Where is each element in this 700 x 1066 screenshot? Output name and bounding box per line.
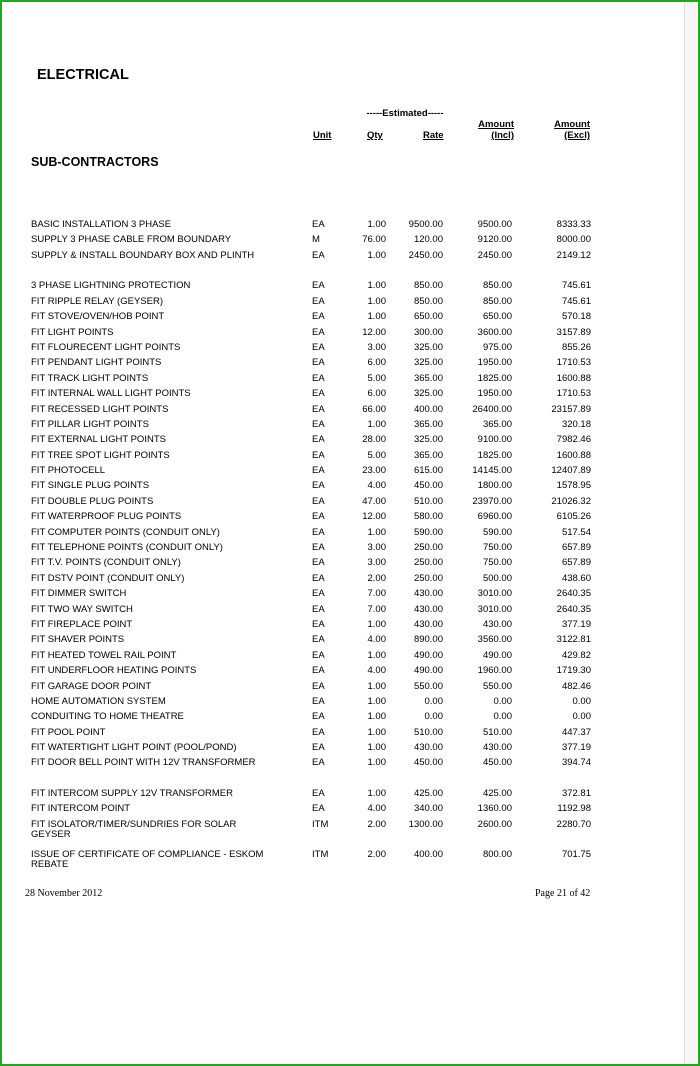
item-amount-incl: 26400.00 <box>472 403 512 415</box>
item-unit: EA <box>312 357 325 369</box>
table-row <box>0 510 700 525</box>
item-amount-incl: 1950.00 <box>477 388 512 400</box>
item-description: ISSUE OF CERTIFICATE OF COMPLIANCE - ESKOM REBATE <box>31 849 264 871</box>
item-rate: 250.00 <box>413 557 443 569</box>
item-unit: EA <box>312 372 325 384</box>
item-rate: 300.00 <box>413 326 443 338</box>
item-amount-excl: 657.89 <box>561 557 591 569</box>
item-amount-excl: 745.61 <box>561 295 591 307</box>
item-amount-incl: 850.00 <box>482 280 512 292</box>
item-amount-excl: 12407.89 <box>551 465 591 477</box>
item-rate: 590.00 <box>413 526 443 538</box>
item-amount-incl: 3560.00 <box>477 634 512 646</box>
item-unit: EA <box>312 449 325 461</box>
item-unit: EA <box>312 249 325 261</box>
item-qty: 1.00 <box>367 649 386 661</box>
item-unit: EA <box>312 341 325 353</box>
item-unit: EA <box>312 388 325 400</box>
item-rate: 400.00 <box>413 849 443 861</box>
item-description: SUPPLY & INSTALL BOUNDARY BOX AND PLINTH <box>31 249 255 261</box>
item-amount-incl: 430.00 <box>482 742 512 754</box>
item-rate: 890.00 <box>413 634 443 646</box>
item-amount-excl: 701.75 <box>561 849 591 861</box>
item-unit: EA <box>312 634 325 646</box>
item-amount-incl: 510.00 <box>482 726 512 738</box>
item-amount-excl: 372.81 <box>561 788 591 800</box>
item-unit: EA <box>312 495 325 507</box>
item-amount-excl: 394.74 <box>561 757 591 769</box>
item-description: FIT PILLAR LIGHT POINTS <box>31 418 149 430</box>
item-amount-excl: 2280.70 <box>556 818 591 830</box>
item-amount-incl: 1825.00 <box>477 449 512 461</box>
item-amount-excl: 3122.81 <box>556 634 591 646</box>
item-description: FIT POOL POINT <box>31 726 106 738</box>
table-row <box>0 664 700 679</box>
item-rate: 120.00 <box>413 234 443 246</box>
item-amount-excl: 1578.95 <box>556 480 591 492</box>
item-qty: 1.00 <box>367 311 386 323</box>
item-description: FIT GARAGE DOOR POINT <box>31 680 152 692</box>
item-unit: EA <box>312 618 325 630</box>
item-unit: EA <box>312 711 325 723</box>
page-title: ELECTRICAL <box>37 67 129 83</box>
item-qty: 5.00 <box>367 372 386 384</box>
item-unit: EA <box>312 665 325 677</box>
table-row <box>0 310 700 325</box>
item-amount-excl: 1192.98 <box>557 803 591 815</box>
item-rate: 340.00 <box>413 803 443 815</box>
item-unit: EA <box>312 526 325 538</box>
item-amount-incl: 650.00 <box>482 311 512 323</box>
item-unit: EA <box>312 726 325 738</box>
item-amount-incl: 800.00 <box>482 849 512 861</box>
item-amount-excl: 23157.89 <box>551 403 591 415</box>
item-amount-excl: 2640.35 <box>556 603 591 615</box>
item-amount-excl: 320.18 <box>561 418 591 430</box>
item-description: HOME AUTOMATION SYSTEM <box>31 695 166 707</box>
table-row <box>0 756 700 787</box>
item-qty: 1.00 <box>367 757 386 769</box>
item-unit: EA <box>312 326 325 338</box>
item-description: 3 PHASE LIGHTNING PROTECTION <box>31 280 191 292</box>
item-amount-incl: 23970.00 <box>472 495 512 507</box>
item-description: FIT SINGLE PLUG POINTS <box>31 480 150 492</box>
item-qty: 2.00 <box>367 849 386 861</box>
item-qty: 4.00 <box>367 665 386 677</box>
table-row <box>0 433 700 448</box>
item-qty: 3.00 <box>367 557 386 569</box>
item-description: FIT PENDANT LIGHT POINTS <box>31 357 162 369</box>
item-amount-incl: 0.00 <box>493 711 512 723</box>
item-amount-excl: 657.89 <box>561 542 591 554</box>
item-rate: 510.00 <box>413 726 443 738</box>
item-qty: 23.00 <box>362 465 386 477</box>
item-description: FIT DOOR BELL POINT WITH 12V TRANSFORMER <box>31 757 256 769</box>
item-amount-incl: 6960.00 <box>477 511 512 523</box>
item-rate: 0.00 <box>424 711 443 723</box>
item-qty: 7.00 <box>367 603 386 615</box>
item-rate: 550.00 <box>413 680 443 692</box>
item-description: FIT UNDERFLOOR HEATING POINTS <box>31 665 197 677</box>
item-description: FIT DOUBLE PLUG POINTS <box>31 495 154 507</box>
item-qty: 7.00 <box>367 588 386 600</box>
item-description: FIT INTERCOM SUPPLY 12V TRANSFORMER <box>31 788 234 800</box>
item-amount-incl: 3010.00 <box>477 588 512 600</box>
table-row <box>0 741 700 756</box>
item-rate: 615.00 <box>413 465 443 477</box>
item-description: FIT INTERCOM POINT <box>31 803 131 815</box>
table-row <box>0 680 700 695</box>
item-rate: 425.00 <box>413 788 443 800</box>
item-rate: 450.00 <box>413 757 443 769</box>
item-amount-excl: 377.19 <box>561 742 591 754</box>
item-rate: 450.00 <box>413 480 443 492</box>
item-description: FIT WATERPROOF PLUG POINTS <box>31 511 182 523</box>
item-amount-excl: 8333.33 <box>556 219 591 230</box>
item-qty: 4.00 <box>367 480 386 492</box>
item-unit: EA <box>312 557 325 569</box>
item-rate: 325.00 <box>413 388 443 400</box>
item-qty: 47.00 <box>362 495 386 507</box>
item-qty: 2.00 <box>367 572 386 584</box>
item-unit: EA <box>312 465 325 477</box>
item-description: FIT RECESSED LIGHT POINTS <box>31 403 169 415</box>
item-rate: 850.00 <box>413 280 443 292</box>
footer-page-number: Page 21 of 42 <box>535 888 591 899</box>
rate-header: Rate <box>423 130 444 141</box>
footer-date: 28 November 2012 <box>25 888 103 899</box>
table-row <box>0 341 700 356</box>
item-description: FIT LIGHT POINTS <box>31 326 114 338</box>
item-unit: EA <box>312 757 325 769</box>
item-description: SUPPLY 3 PHASE CABLE FROM BOUNDARY <box>31 234 232 246</box>
item-rate: 9500.00 <box>408 219 443 230</box>
item-amount-excl: 745.61 <box>561 280 591 292</box>
item-amount-excl: 1710.53 <box>556 357 591 369</box>
amount-excl-header-line1: Amount <box>554 119 590 130</box>
item-description: FIT TELEPHONE POINTS (CONDUIT ONLY) <box>31 542 223 554</box>
item-amount-excl: 1600.88 <box>556 372 591 384</box>
item-unit: EA <box>312 511 325 523</box>
item-qty: 1.00 <box>367 418 386 430</box>
item-amount-incl: 490.00 <box>482 649 512 661</box>
item-description: FIT ISOLATOR/TIMER/SUNDRIES FOR SOLAR GEYSER <box>31 818 237 840</box>
amount-incl-header-line2: (Incl) <box>491 130 514 141</box>
item-qty: 1.00 <box>367 711 386 723</box>
item-amount-incl: 850.00 <box>482 295 512 307</box>
item-qty: 4.00 <box>367 634 386 646</box>
item-rate: 1300.00 <box>408 818 443 830</box>
item-unit: EA <box>312 295 325 307</box>
item-qty: 1.00 <box>367 219 386 230</box>
table-row <box>0 326 700 341</box>
table-row <box>0 495 700 510</box>
item-amount-incl: 425.00 <box>482 788 512 800</box>
item-unit: EA <box>312 803 325 815</box>
item-qty: 1.00 <box>367 680 386 692</box>
item-description: FIT EXTERNAL LIGHT POINTS <box>31 434 166 446</box>
table-row <box>0 802 700 817</box>
item-rate: 250.00 <box>413 542 443 554</box>
item-amount-incl: 9100.00 <box>477 434 512 446</box>
item-amount-excl: 6105.26 <box>556 511 591 523</box>
item-rate: 2450.00 <box>408 249 443 261</box>
table-row <box>0 356 700 371</box>
unit-header: Unit <box>313 130 332 141</box>
item-amount-excl: 855.26 <box>561 341 591 353</box>
item-amount-incl: 430.00 <box>482 618 512 630</box>
item-qty: 1.00 <box>367 742 386 754</box>
item-amount-incl: 1800.00 <box>477 480 512 492</box>
section-title: SUB-CONTRACTORS <box>31 155 159 169</box>
item-unit: EA <box>312 680 325 692</box>
item-description: FIT TREE SPOT LIGHT POINTS <box>31 449 170 461</box>
item-amount-incl: 750.00 <box>482 557 512 569</box>
table-row <box>0 295 700 310</box>
item-rate: 400.00 <box>413 403 443 415</box>
table-row <box>0 787 700 802</box>
table-row <box>0 710 700 725</box>
item-amount-excl: 21026.32 <box>551 495 591 507</box>
item-qty: 5.00 <box>367 449 386 461</box>
item-unit: EA <box>312 742 325 754</box>
table-row <box>0 372 700 387</box>
item-description: BASIC INSTALLATION 3 PHASE <box>31 219 172 230</box>
item-amount-incl: 500.00 <box>482 572 512 584</box>
item-qty: 12.00 <box>362 326 386 338</box>
item-unit: EA <box>312 788 325 800</box>
line-items-table <box>0 218 700 879</box>
item-description: CONDUITING TO HOME THEATRE <box>31 711 184 723</box>
item-amount-incl: 2450.00 <box>477 249 512 261</box>
table-row <box>0 556 700 571</box>
item-amount-incl: 750.00 <box>482 542 512 554</box>
item-rate: 490.00 <box>413 665 443 677</box>
item-qty: 1.00 <box>367 726 386 738</box>
amount-excl-header-line2: (Excl) <box>564 130 590 141</box>
item-qty: 66.00 <box>362 403 386 415</box>
table-row <box>0 848 700 879</box>
item-amount-incl: 365.00 <box>482 418 512 430</box>
item-rate: 510.00 <box>413 495 443 507</box>
item-amount-excl: 1600.88 <box>556 449 591 461</box>
table-row <box>0 618 700 633</box>
item-amount-incl: 1360.00 <box>477 803 512 815</box>
item-rate: 365.00 <box>413 372 443 384</box>
table-row <box>0 249 700 280</box>
item-description: FIT DSTV POINT (CONDUIT ONLY) <box>31 572 185 584</box>
table-row <box>0 603 700 618</box>
amount-excl-header <box>550 119 590 141</box>
item-rate: 365.00 <box>413 449 443 461</box>
item-qty: 1.00 <box>367 295 386 307</box>
table-row <box>0 218 700 233</box>
item-description: FIT INTERNAL WALL LIGHT POINTS <box>31 388 191 400</box>
item-qty: 1.00 <box>367 280 386 292</box>
item-rate: 850.00 <box>413 295 443 307</box>
item-amount-incl: 9500.00 <box>477 219 512 230</box>
item-description: FIT FLOURECENT LIGHT POINTS <box>31 341 181 353</box>
item-unit: EA <box>312 603 325 615</box>
item-qty: 3.00 <box>367 542 386 554</box>
item-amount-incl: 2600.00 <box>477 818 512 830</box>
table-row <box>0 418 700 433</box>
table-row <box>0 695 700 710</box>
table-row <box>0 633 700 648</box>
table-row <box>0 279 700 294</box>
item-qty: 2.00 <box>367 818 386 830</box>
qty-header: Qty <box>367 130 383 141</box>
item-amount-excl: 377.19 <box>561 618 591 630</box>
item-amount-incl: 0.00 <box>493 695 512 707</box>
item-amount-incl: 9120.00 <box>477 234 512 246</box>
estimated-header: -----Estimated----- <box>366 108 444 119</box>
item-unit: ITM <box>312 849 329 861</box>
table-row <box>0 726 700 741</box>
item-qty: 6.00 <box>367 357 386 369</box>
item-qty: 28.00 <box>362 434 386 446</box>
item-rate: 325.00 <box>413 434 443 446</box>
item-qty: 12.00 <box>362 511 386 523</box>
item-qty: 1.00 <box>367 788 386 800</box>
table-row <box>0 587 700 602</box>
item-amount-excl: 3157.89 <box>556 326 591 338</box>
item-description: FIT STOVE/OVEN/HOB POINT <box>31 311 165 323</box>
amount-incl-header-line1: Amount <box>478 119 514 130</box>
item-qty: 3.00 <box>367 341 386 353</box>
item-unit: ITM <box>312 818 329 830</box>
item-rate: 490.00 <box>413 649 443 661</box>
item-rate: 430.00 <box>413 742 443 754</box>
item-unit: EA <box>312 572 325 584</box>
item-unit: EA <box>312 311 325 323</box>
item-amount-excl: 429.82 <box>561 649 591 661</box>
item-description: FIT COMPUTER POINTS (CONDUIT ONLY) <box>31 526 220 538</box>
item-unit: EA <box>312 280 325 292</box>
item-amount-excl: 1710.53 <box>556 388 591 400</box>
item-description: FIT DIMMER SWITCH <box>31 588 127 600</box>
item-amount-excl: 2640.35 <box>556 588 591 600</box>
item-amount-incl: 590.00 <box>482 526 512 538</box>
item-amount-excl: 2149.12 <box>556 249 591 261</box>
table-row <box>0 526 700 541</box>
item-unit: EA <box>312 588 325 600</box>
table-row <box>0 649 700 664</box>
item-rate: 325.00 <box>413 341 443 353</box>
item-rate: 365.00 <box>413 418 443 430</box>
table-row <box>0 233 700 248</box>
item-description: FIT RIPPLE RELAY (GEYSER) <box>31 295 163 307</box>
item-qty: 1.00 <box>367 618 386 630</box>
item-rate: 430.00 <box>413 603 443 615</box>
item-description: FIT TWO WAY SWITCH <box>31 603 133 615</box>
item-amount-incl: 450.00 <box>482 757 512 769</box>
table-row <box>0 479 700 494</box>
item-unit: EA <box>312 434 325 446</box>
item-rate: 325.00 <box>413 357 443 369</box>
item-amount-excl: 0.00 <box>572 695 591 707</box>
item-amount-excl: 8000.00 <box>556 234 591 246</box>
item-unit: EA <box>312 695 325 707</box>
item-amount-incl: 3010.00 <box>477 603 512 615</box>
item-amount-incl: 1950.00 <box>477 357 512 369</box>
table-row <box>0 387 700 402</box>
item-rate: 650.00 <box>413 311 443 323</box>
item-description: FIT WATERTIGHT LIGHT POINT (POOL/POND) <box>31 742 237 754</box>
item-amount-excl: 1719.30 <box>556 665 591 677</box>
table-row <box>0 403 700 418</box>
table-row <box>0 572 700 587</box>
item-description: FIT SHAVER POINTS <box>31 634 125 646</box>
item-rate: 0.00 <box>424 695 443 707</box>
item-amount-incl: 1825.00 <box>477 372 512 384</box>
item-qty: 1.00 <box>367 526 386 538</box>
item-qty: 1.00 <box>367 695 386 707</box>
item-qty: 1.00 <box>367 249 386 261</box>
item-amount-excl: 438.60 <box>561 572 591 584</box>
item-unit: EA <box>312 649 325 661</box>
item-rate: 580.00 <box>413 511 443 523</box>
item-amount-excl: 0.00 <box>572 711 591 723</box>
item-amount-incl: 3600.00 <box>477 326 512 338</box>
item-amount-incl: 550.00 <box>482 680 512 692</box>
item-unit: EA <box>312 219 325 230</box>
item-amount-excl: 570.18 <box>561 311 591 323</box>
item-amount-incl: 14145.00 <box>472 465 512 477</box>
table-row <box>0 464 700 479</box>
table-row <box>0 541 700 556</box>
item-rate: 430.00 <box>413 618 443 630</box>
item-rate: 430.00 <box>413 588 443 600</box>
item-amount-excl: 7982.46 <box>556 434 591 446</box>
item-amount-excl: 482.46 <box>561 680 591 692</box>
item-rate: 250.00 <box>413 572 443 584</box>
item-amount-incl: 1960.00 <box>477 665 512 677</box>
item-qty: 76.00 <box>362 234 386 246</box>
item-unit: EA <box>312 542 325 554</box>
item-description: FIT TRACK LIGHT POINTS <box>31 372 149 384</box>
item-description: FIT HEATED TOWEL RAIL POINT <box>31 649 177 661</box>
amount-incl-header <box>474 119 514 141</box>
table-row <box>0 449 700 464</box>
item-qty: 6.00 <box>367 388 386 400</box>
item-description: FIT PHOTOCELL <box>31 465 106 477</box>
item-unit: EA <box>312 480 325 492</box>
item-amount-excl: 517.54 <box>561 526 591 538</box>
item-description: FIT T.V. POINTS (CONDUIT ONLY) <box>31 557 181 569</box>
table-row <box>0 818 700 849</box>
item-description: FIT FIREPLACE POINT <box>31 618 133 630</box>
item-amount-incl: 975.00 <box>482 341 512 353</box>
item-qty: 4.00 <box>367 803 386 815</box>
item-unit: EA <box>312 403 325 415</box>
item-unit: EA <box>312 418 325 430</box>
item-amount-excl: 447.37 <box>561 726 591 738</box>
item-unit: M <box>312 234 320 246</box>
